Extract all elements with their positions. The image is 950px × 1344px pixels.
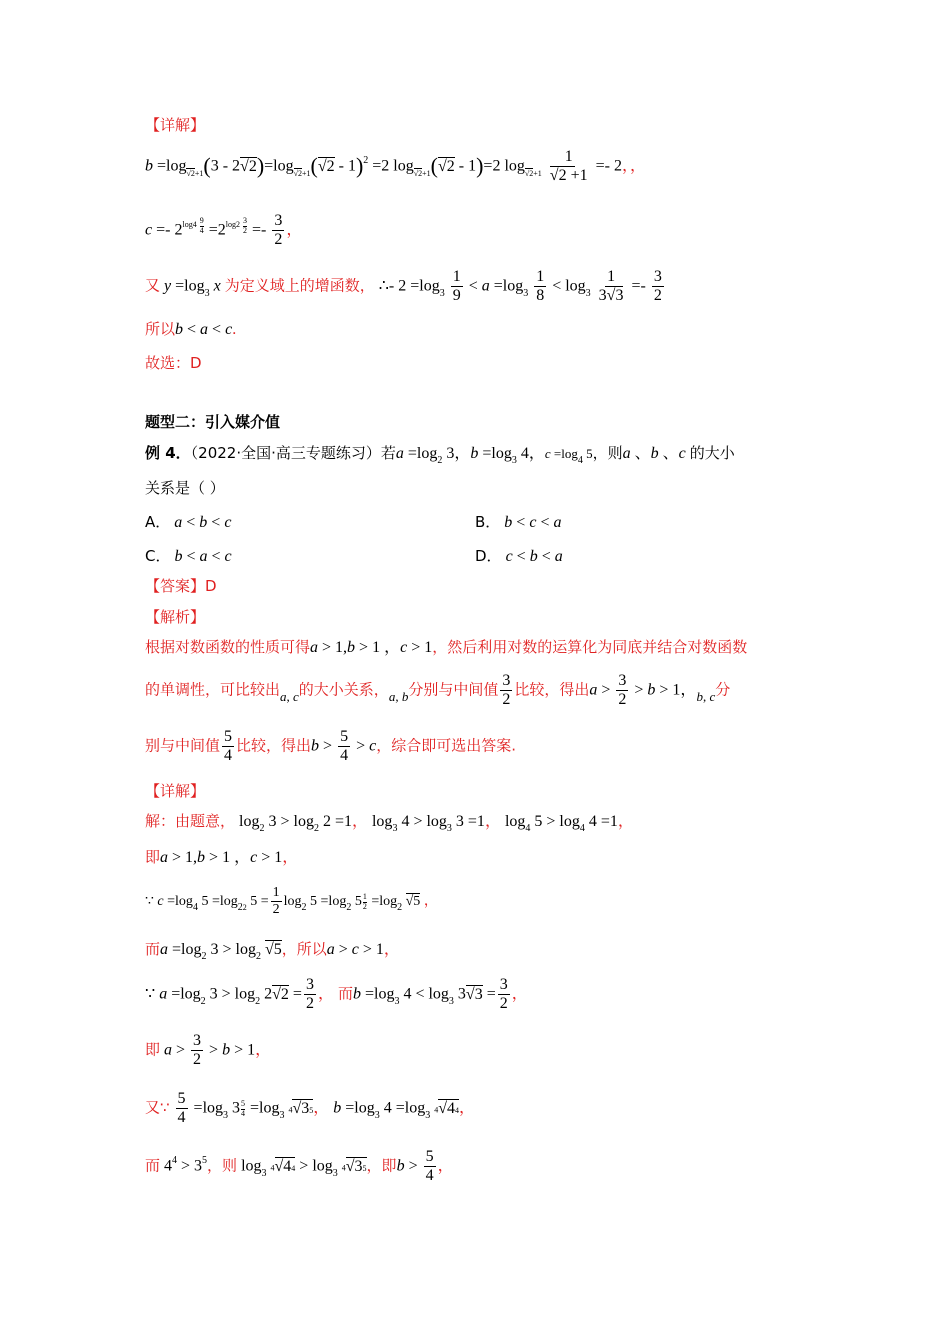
equation-c: $c =- 2^{log4 \frac{9}{4}}$ $=2^{log2 \frac{3}{2}}$ =- $\frac{3}{2}$ ， <box>145 212 303 249</box>
analysis-label: 【解析】 <box>145 608 206 626</box>
monotonic-line: 又 $y =\log_3$ x 为定义域上的增函数， ∴- $2 =\log_3$ $\frac{1}{9}$ < $a =\log_3$ $\frac{1}{8}$ < $\log_3$ $\frac{1}{3√3}$ =- $\frac{3}{2}$ <box>145 268 662 305</box>
so-line: 所以b < a < c. <box>145 320 237 338</box>
solution-line2: 即a > 1,b > 1 ，c > 1， <box>145 848 299 866</box>
analysis-line3: 别与中间值 $\frac{5}{4}$ 比较，得出b > $\frac{5}{4}$ > c，综合即可选出答案. <box>145 728 516 765</box>
choose-line: 故选：D <box>145 354 202 372</box>
option-b: B． b < c < a <box>475 513 562 531</box>
solution-line1: 解：由题意， $\log_2 3 > \log_2 2 =1$， $\log_3 4 > \log_3 3 =1$， $\log_4 5 > \log_4 4 =1$， <box>145 812 634 834</box>
equation-b: $b =\log_{√2+1}(3 - 2√2)=\log_{√2+1}(√2 - 1)^2 =2$ $\log_{√2+1}(√2 - 1)=2$ $\log_{√2+1}$ $\frac{1}{√2 +1}$ =- 2，， <box>145 148 646 185</box>
analysis-line2: 的单调性，可比较出$_{a, c}$的大小关系，$_{a, b}$分别与中间值 $\frac{3}{2}$ 比较，得出a > $\frac{3}{2}$ > b > 1，$_{b, c}$分 <box>145 672 731 709</box>
solution-line3: ∵ $c =\log_4$ $5 =\log_{22}$ 5 = $\frac{1}{2}$ $\log_2 5 =\log_2$ 5 $\frac{1}{2}$ $=\log_2$ √5 ， <box>145 885 438 918</box>
answer-label: 【答案】D <box>145 577 217 595</box>
solution-line8: 而 $4^4 > 3^5$，则 $\log_3 4√44 > \log_3 4√35$，即b > $\frac{5}{4}$ ， <box>145 1148 454 1185</box>
option-a: A． a < b < c <box>145 513 232 531</box>
detail-label-2: 【详解】 <box>145 782 206 800</box>
analysis-line1: 根据对数函数的性质可得a > 1,b > 1 ，c > 1，然后利用对数的运算化为同底并结合对数函数 <box>145 638 748 656</box>
detail-label: 【详解】 <box>145 116 206 134</box>
section-heading: 题型二：引入媒介值 <box>145 413 281 431</box>
solution-line4: 而$a =\log_2$ $3 > \log_2 √5$，所以a > c > 1， <box>145 940 400 962</box>
solution-line6: 即 a > $\frac{3}{2}$ > b > 1， <box>145 1032 272 1069</box>
option-c: C． b < a < c <box>145 547 232 565</box>
example-4-line1: 例 4．（2022·全国·高三专题练习）若$a =\log_2$ 3，$b =\log_3$ 4，$c =\log_4$ 5，则a 、b 、c 的大小 <box>145 444 735 466</box>
example-4-line2: 关系是（ ） <box>145 479 225 497</box>
option-d: D． c < b < a <box>475 547 563 565</box>
solution-line5: ∵ $a =\log_2$ $3 > \log_2 2√2$ = $\frac{3}{2}$ ， 而$b =\log_3$ $4 < \log_3 3√3$ = $\frac{3}{2}$ ， <box>145 976 528 1013</box>
solution-line7: 又∵ $\frac{5}{4}$ $=\log_3$ 3 $\frac{5}{4}$ $=\log_3$ 4√35， $b =\log_3$ $4 =\log_3$ 4√44， <box>145 1090 476 1127</box>
